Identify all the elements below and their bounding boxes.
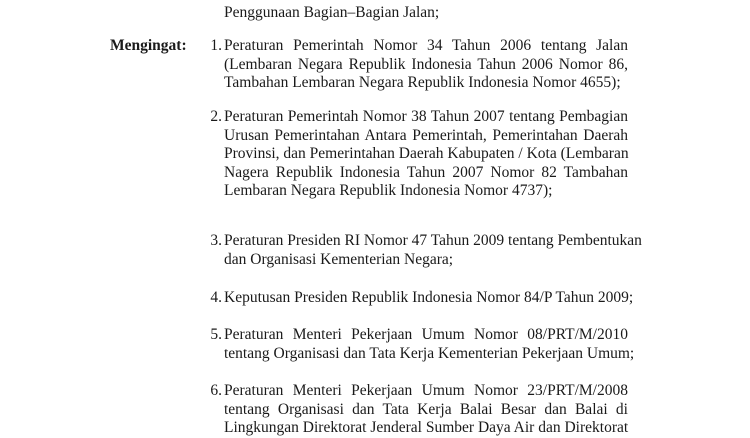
item-line: dan Organisasi Kementerian Negara; <box>224 250 454 268</box>
list-item <box>224 232 642 269</box>
item-number: 6. <box>210 382 222 399</box>
list-item <box>224 289 634 308</box>
item-line: Peraturan Menteri Pekerjaan Umum Nomor 23/PRT/M/2008 <box>224 382 628 399</box>
list-item <box>224 37 628 93</box>
list-item <box>224 108 628 201</box>
item-line: Tambahan Lembaran Negara Republik Indonesia Nomor 4655); <box>224 74 621 92</box>
item-line: tentang Organisasi dan Tata Kerja Kementerian Pekerjaan Umum; <box>224 344 635 362</box>
section-label: Mengingat: <box>110 37 187 54</box>
item-number: 1. <box>210 37 222 54</box>
item-line: Lembaran Negara Republik Indonesia Nomor 4737); <box>224 182 553 200</box>
list-item <box>224 382 628 438</box>
item-line: Peraturan Presiden RI Nomor 47 Tahun 2009 tentang Pembentukan <box>224 232 642 249</box>
item-line: Nagera Republik Indonesia Tahun 2007 Nomor 82 Tambahan <box>224 163 628 181</box>
item-line: Peraturan Pemerintah Nomor 38 Tahun 2007 tentang Pembagian <box>224 108 628 125</box>
item-number: 2. <box>210 108 222 125</box>
item-line: Provinsi, dan Pemerintahan Daerah Kabupaten / Kota (Lembaran <box>224 145 629 163</box>
item-line: Keputusan Presiden Republik Indonesia Nomor 84/P Tahun 2009; <box>224 289 634 306</box>
list-item <box>224 326 635 363</box>
item-line: Peraturan Menteri Pekerjaan Umum Nomor 08/PRT/M/2010 <box>224 326 628 343</box>
item-number: 5. <box>210 326 222 343</box>
item-line: tentang Organisasi dan Tata Kerja Balai Besar dan Balai di <box>224 400 628 418</box>
item-line: (Lembaran Negara Republik Indonesia Tahun 2006 Nomor 86, <box>224 55 628 73</box>
item-line: Lingkungan Direktorat Jenderal Sumber Daya Air dan Direktorat <box>224 419 629 437</box>
item-number: 4. <box>210 289 222 306</box>
preamble-tail: Penggunaan Bagian–Bagian Jalan; <box>224 4 440 21</box>
item-line: Urusan Pemerintahan Antara Pemerintah, Pemerintahan Daerah <box>224 126 628 144</box>
item-number: 3. <box>210 232 222 249</box>
item-line: Peraturan Pemerintah Nomor 34 Tahun 2006 tentang Jalan <box>224 37 628 54</box>
